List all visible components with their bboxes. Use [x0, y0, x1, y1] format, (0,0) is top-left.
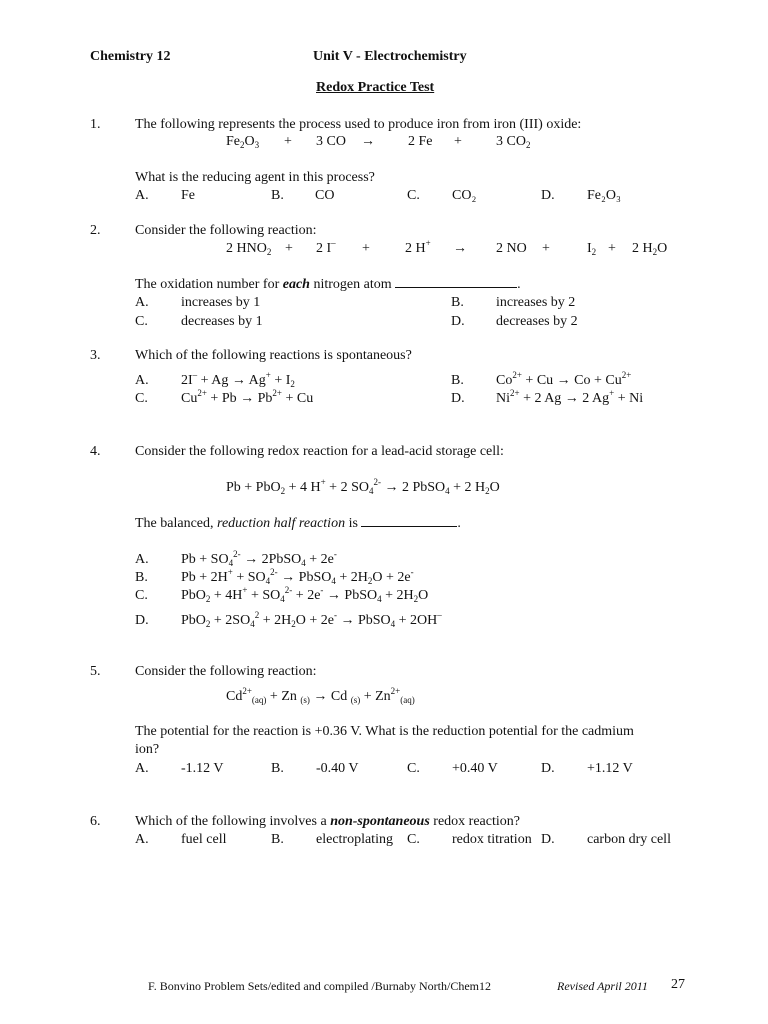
option-letter: D. — [541, 832, 555, 847]
option-text: Fe₂O₃ — [587, 188, 621, 203]
question-number: 5. — [90, 664, 101, 679]
footer-credit: F. Bonvino Problem Sets/edited and compiled /Burnaby North/Chem12 — [148, 979, 492, 993]
question-number: 4. — [90, 444, 101, 459]
equation-term: $Fe_2O_3$ — [226, 134, 260, 150]
option-letter: B. — [271, 188, 284, 203]
option-letter: A. — [135, 373, 149, 388]
option-letter: C. — [407, 832, 420, 847]
option-text: electroplating — [316, 832, 393, 847]
equation-term: 2 H+ — [405, 238, 431, 256]
option-letter: C. — [407, 761, 420, 776]
option-equation: $Ni^{2+} + 2$ Ag → 2 Ag+ + Ni — [496, 388, 644, 406]
question-stem: The following represents the process used to produce iron from iron (III) oxide: — [135, 117, 582, 132]
option-equation: $Pb + SO_4^{2-}$ → 2PbSO$_4$ + 2e- — [181, 549, 337, 568]
option-text: fuel cell — [181, 832, 227, 847]
question-number: 1. — [90, 117, 101, 132]
equation-plus: + — [285, 241, 293, 256]
equation-term: 2 Fe — [408, 134, 433, 149]
option-letter: A. — [135, 761, 149, 776]
option-letter: D. — [451, 391, 465, 406]
equation-term: 3 CO — [316, 134, 346, 149]
question-stem: Consider the following reaction: — [135, 223, 317, 238]
option-text: CO₂ — [452, 188, 477, 203]
option-letter: B. — [451, 295, 464, 310]
question-number: 2. — [90, 223, 101, 238]
option-letter: C. — [135, 314, 148, 329]
reaction-arrow: → — [361, 134, 375, 149]
option-text: CO — [315, 188, 335, 203]
equation-plus: + — [362, 241, 370, 256]
page-number: 27 — [671, 977, 685, 992]
option-letter: A. — [135, 552, 149, 567]
option-letter: D. — [451, 314, 465, 329]
option-letter: A. — [135, 188, 149, 203]
option-letter: C. — [407, 188, 420, 203]
question-stem: Consider the following redox reaction for a lead-acid storage cell: — [135, 444, 504, 459]
option-equation: $PbO_2 + 4H^+ + SO_4^{2-} + 2e^-$ → PbSO$_4$ + $2H_2O$ — [181, 585, 429, 604]
equation-plus: + — [542, 241, 550, 256]
equation-term: 2 $HNO_2$ — [226, 241, 272, 257]
course-title: Chemistry 12 — [90, 49, 171, 64]
option-text: carbon dry cell — [587, 832, 671, 847]
question-stem: Which of the following reactions is spontaneous? — [135, 348, 412, 363]
equation-term: 2 I– — [316, 238, 336, 256]
equation-term: $I_2$ — [587, 241, 597, 257]
option-letter: B. — [135, 570, 148, 585]
option-equation: $PbO_2 + 2SO_4^2 + 2H_2O + 2e^-$ → PbSO$_4$ + 2OH– — [181, 610, 442, 629]
question-text: The balanced, reduction half reaction is . — [135, 516, 461, 531]
option-equation: $2I^- + Ag \to Ag^+ + I_2$ — [181, 370, 295, 389]
option-text: increases by 2 — [496, 295, 576, 310]
option-equation: $Cu^{2+} + Pb \to Pb^{2+} + Cu$ — [181, 388, 314, 406]
option-text: decreases by 2 — [496, 314, 578, 329]
option-text: redox titration — [452, 832, 532, 847]
answer-blank — [361, 526, 457, 527]
question-stem: Consider the following reaction: — [135, 664, 317, 679]
question-stem: Which of the following involves a non-spontaneous redox reaction? — [135, 814, 520, 829]
option-letter: B. — [271, 761, 284, 776]
option-letter: B. — [451, 373, 464, 388]
page-title: Redox Practice Test — [316, 80, 435, 95]
footer-revised: Revised April 2011 — [557, 979, 648, 993]
equation-plus: + — [454, 134, 462, 149]
option-letter: D. — [541, 761, 555, 776]
option-letter: C. — [135, 588, 148, 603]
equation-term: 2 $H_2O$ — [632, 241, 668, 257]
question-number: 6. — [90, 814, 101, 829]
option-letter: A. — [135, 832, 149, 847]
question-text: The potential for the reaction is +0.36 V. What is the reduction potential for the cadmium — [135, 724, 634, 739]
equation-term: 2 NO — [496, 241, 527, 256]
option-equation: $Pb + 2H^+ + SO_4^{2-}$ → PbSO$_4$ + $2H_2O + 2e^-$ — [181, 567, 414, 586]
option-text: Fe — [181, 188, 195, 203]
question-text: ion? — [135, 742, 160, 757]
option-text: increases by 1 — [181, 295, 261, 310]
equation-term: 3 $CO_2$ — [496, 134, 531, 150]
equation-4: Pb + PbO$_2$ + 4 H+ + 2 $SO_4^{2-} \to 2$ PbSO$_4$ + 2 $H_2O$ — [226, 477, 500, 496]
reaction-arrow: → — [453, 241, 467, 256]
equation-plus: + — [284, 134, 292, 149]
option-text: -1.12 V — [181, 761, 224, 776]
option-letter: C. — [135, 391, 148, 406]
question-number: 3. — [90, 348, 101, 363]
option-text: -0.40 V — [316, 761, 359, 776]
option-letter: D. — [541, 188, 555, 203]
option-text: +1.12 V — [587, 761, 633, 776]
option-text: +0.40 V — [452, 761, 498, 776]
unit-title: Unit V - Electrochemistry — [313, 49, 467, 64]
option-letter: A. — [135, 295, 149, 310]
question-text: The oxidation number for each nitrogen atom . — [135, 277, 521, 292]
equation-plus: + — [608, 241, 616, 256]
answer-blank — [395, 287, 517, 288]
equation-5: $Cd^{2+}_{(aq)} + Zn$ $_{(s)}$ → Cd $_{(s)} + Zn^{2+}_{(aq)}$ — [226, 686, 415, 705]
question-text: What is the reducing agent in this process? — [135, 170, 375, 185]
option-text: decreases by 1 — [181, 314, 263, 329]
option-equation: $Co^{2+} + Cu \to Co + Cu^{2+}$ — [496, 370, 632, 388]
option-letter: B. — [271, 832, 284, 847]
option-letter: D. — [135, 613, 149, 628]
